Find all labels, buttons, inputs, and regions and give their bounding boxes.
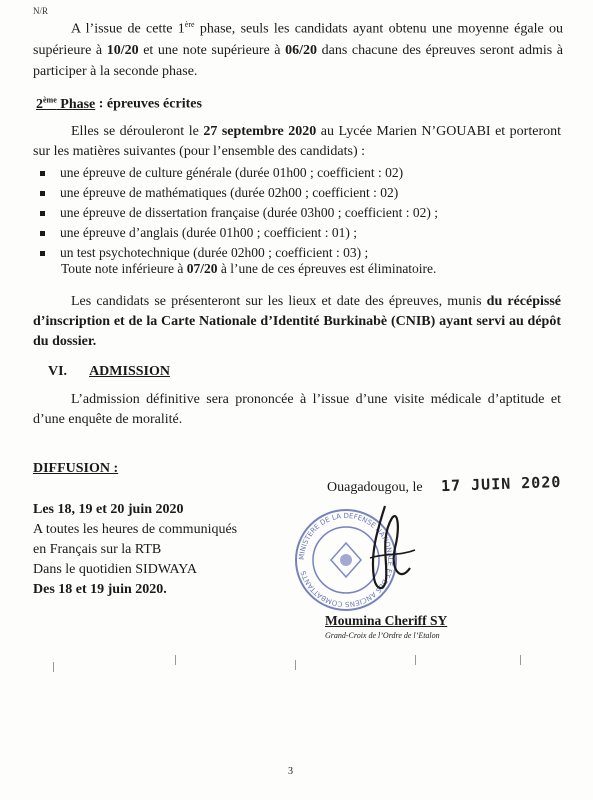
fold-mark: [415, 655, 416, 665]
minimum-threshold: 06/20: [285, 42, 318, 58]
list-item: une épreuve de culture générale (durée 01h00 ; coefficient : 02): [38, 163, 438, 183]
phase1-paragraph: A l’issue de cette 1ère phase, seuls les candidats ayant obtenu une moyenne égale ou supérieure à 10/20 et une note supérieure à 06/20 dans chacune des épreuves seront admis à participer à la seconde phase.: [33, 20, 564, 79]
handwritten-signature: [340, 498, 430, 598]
exam-list: [38, 163, 438, 263]
list-item: un test psychotechnique (durée 02h00 ; coefficient : 03) ;: [38, 243, 438, 263]
admission-paragraph: L’admission définitive sera prononcée à l’issue d’une visite médicale d’aptitude et d’une enquête de moralité.: [33, 392, 561, 427]
phase2-intro: Elles se dérouleront le 27 septembre 2020 au Lycée Marien N’GOUABI et porteront sur les matières suivantes (pour l’ensemble des candidats) :: [33, 124, 562, 159]
stamped-date: 17 JUIN 2020: [440, 472, 562, 496]
phase2-heading: 2ème Phase : épreuves écrites: [36, 95, 202, 112]
place-date-label: Ouagadougou, le: [327, 480, 423, 495]
signer-title: Grand-Croix de l’Ordre de l’Etalon: [325, 631, 440, 640]
svg-text:MINISTERE DE LA DEFENSE NATION: MINISTERE DE LA DEFENSE NATIONALE ET DES ANCIENS COMBATTANTS: [297, 511, 395, 609]
fold-mark: [520, 655, 521, 665]
list-item: une épreuve d’anglais (durée 01h00 ; coefficient : 01) ;: [38, 223, 438, 243]
section-heading: VI. ADMISSION: [48, 364, 170, 379]
fold-mark: [53, 662, 54, 672]
reference-mark: N/R: [33, 6, 49, 16]
exam-date: 27 septembre 2020: [203, 124, 317, 139]
bullet-icon: [40, 251, 45, 256]
bullet-icon: [40, 231, 45, 236]
signer-name: Moumina Cheriff SY: [325, 613, 448, 628]
elimination-note: Toute note inférieure à 07/20 à l’une de ces épreuves est éliminatoire.: [61, 261, 437, 276]
page-number: 3: [288, 766, 293, 777]
bullet-icon: [40, 211, 45, 216]
diffusion-details: Les 18, 19 et 20 juin 2020 A toutes les heures de communiqués en Français sur la RTB Dans le quotidien SIDWAYA Des 18 et 19 juin 2020.: [33, 502, 238, 597]
list-item: une épreuve de mathématiques (durée 02h00 ; coefficient : 02): [38, 183, 438, 203]
bullet-icon: [40, 171, 45, 176]
documents-paragraph: Les candidats se présenteront sur les lieux et date des épreuves, munis du récépissé d’inscription et de la Carte Nationale d’Identité Burkinabè (CNIB) ayant servi au dépôt du dossier.: [33, 294, 561, 349]
fold-mark: [175, 655, 176, 665]
average-threshold: 10/20: [106, 42, 139, 58]
fold-mark: [295, 660, 296, 670]
list-item: une épreuve de dissertation française (durée 03h00 ; coefficient : 02) ;: [38, 203, 438, 223]
diffusion-heading: DIFFUSION :: [33, 461, 119, 476]
bullet-icon: [40, 191, 45, 196]
